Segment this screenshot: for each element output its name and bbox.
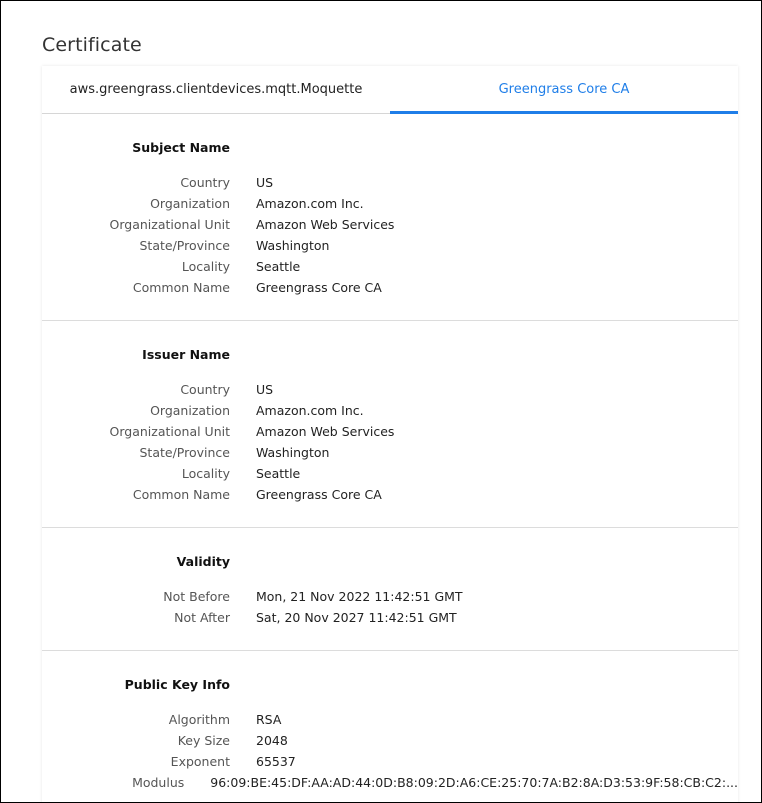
field-value: Washington (256, 445, 330, 460)
validity-section (42, 528, 738, 651)
field-row (42, 463, 738, 484)
field-label: Organizational Unit (109, 217, 230, 232)
field-label: Common Name (132, 280, 230, 295)
modulus-value: 96:09:BE:45:DF:AA:AD:44:0D:B8:09:2D:A6:CE:25:70:7A:B2:8A:D3:53:9F:58:CB:C2:... (210, 775, 738, 790)
field-label: Algorithm (168, 712, 230, 727)
section-title: Issuer Name (142, 347, 230, 362)
field-row (42, 277, 738, 298)
field-row (42, 235, 738, 256)
field-value: 65537 (256, 754, 296, 769)
field-label: Locality (181, 259, 230, 274)
field-row (42, 172, 738, 193)
field-row (42, 400, 738, 421)
field-value: Washington (256, 238, 330, 253)
field-label: Organizational Unit (109, 424, 230, 439)
field-row (42, 772, 738, 793)
field-label: Modulus (132, 775, 185, 790)
field-value: Seattle (256, 466, 301, 481)
field-row (42, 586, 738, 607)
section-title: Subject Name (132, 140, 230, 155)
field-label: Exponent (170, 754, 230, 769)
public-key-info-section (42, 651, 738, 803)
tab-moquette-certificate[interactable]: aws.greengrass.clientdevices.mqtt.Moquette (69, 82, 363, 97)
field-label: Not Before (163, 589, 230, 604)
field-label: State/Province (139, 238, 230, 253)
field-row (42, 193, 738, 214)
field-value: RSA (256, 712, 282, 727)
certificate-card (42, 66, 738, 803)
field-value: Greengrass Core CA (256, 280, 382, 295)
field-label: Common Name (132, 487, 230, 502)
field-label: Not After (174, 610, 230, 625)
field-label: State/Province (139, 445, 230, 460)
field-value: Seattle (256, 259, 301, 274)
field-label: Country (180, 175, 230, 190)
field-value: 2048 (256, 733, 288, 748)
tab-greengrass-core-ca[interactable]: Greengrass Core CA (390, 66, 738, 114)
field-value: US (256, 175, 274, 190)
field-row (42, 442, 738, 463)
field-value: Amazon.com Inc. (256, 403, 364, 418)
field-value: Amazon Web Services (256, 217, 395, 232)
field-value: Mon, 21 Nov 2022 11:42:51 GMT (256, 589, 463, 604)
field-row (42, 751, 738, 772)
field-label: Key Size (177, 733, 230, 748)
field-row (42, 484, 738, 505)
field-row (42, 730, 738, 751)
certificate-tabs (42, 66, 738, 114)
field-value: Sat, 20 Nov 2027 11:42:51 GMT (256, 610, 457, 625)
issuer-name-section (42, 321, 738, 528)
field-row (42, 379, 738, 400)
field-row (42, 607, 738, 628)
field-value: Amazon Web Services (256, 424, 395, 439)
section-title: Validity (176, 554, 230, 569)
field-label: Locality (181, 466, 230, 481)
field-row (42, 421, 738, 442)
field-row (42, 256, 738, 277)
section-title: Public Key Info (124, 677, 230, 692)
field-label: Organization (150, 403, 230, 418)
field-value: Greengrass Core CA (256, 487, 382, 502)
field-row (42, 214, 738, 235)
subject-name-section (42, 114, 738, 321)
field-value: US (256, 382, 274, 397)
field-value: Amazon.com Inc. (256, 196, 364, 211)
field-label: Country (180, 382, 230, 397)
field-label: Organization (150, 196, 230, 211)
field-row (42, 709, 738, 730)
page-title: Certificate (42, 33, 142, 56)
